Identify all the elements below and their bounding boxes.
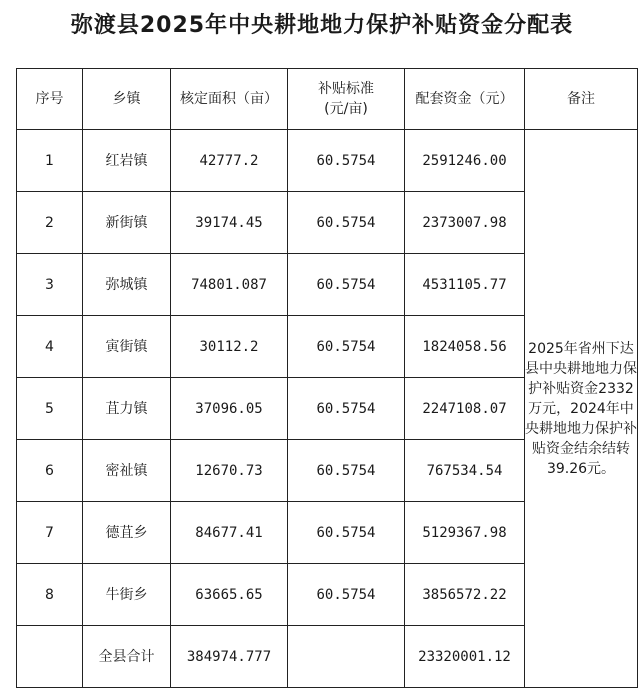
cell-area: 12670.73 <box>171 440 288 502</box>
header-rate <box>288 69 405 130</box>
cell-seq: 5 <box>17 378 83 440</box>
header-rate-line2: (元/亩) <box>324 101 368 117</box>
table-header-row <box>17 69 638 130</box>
header-area: 核定面积（亩） <box>171 69 288 130</box>
cell-rate: 60.5754 <box>288 192 405 254</box>
cell-area: 63665.65 <box>171 564 288 626</box>
header-town: 乡镇 <box>83 69 171 130</box>
header-fund: 配套资金（元） <box>405 69 525 130</box>
total-label: 全县合计 <box>83 626 171 688</box>
cell-town: 密祉镇 <box>83 440 171 502</box>
cell-town: 红岩镇 <box>83 130 171 192</box>
cell-town: 寅街镇 <box>83 316 171 378</box>
cell-rate: 60.5754 <box>288 564 405 626</box>
cell-area: 37096.05 <box>171 378 288 440</box>
cell-rate: 60.5754 <box>288 130 405 192</box>
cell-seq: 8 <box>17 564 83 626</box>
table-row <box>17 130 638 192</box>
cell-fund: 2591246.00 <box>405 130 525 192</box>
cell-fund: 4531105.77 <box>405 254 525 316</box>
cell-fund: 767534.54 <box>405 440 525 502</box>
cell-seq-empty <box>17 626 83 688</box>
cell-area: 30112.2 <box>171 316 288 378</box>
cell-fund: 2247108.07 <box>405 378 525 440</box>
cell-area: 74801.087 <box>171 254 288 316</box>
cell-town: 德苴乡 <box>83 502 171 564</box>
cell-seq: 4 <box>17 316 83 378</box>
cell-area: 84677.41 <box>171 502 288 564</box>
cell-fund: 3856572.22 <box>405 564 525 626</box>
cell-area: 42777.2 <box>171 130 288 192</box>
allocation-table <box>16 68 638 688</box>
page-title: 弥渡县2025年中央耕地地力保护补贴资金分配表 <box>70 13 574 38</box>
total-area: 384974.777 <box>171 626 288 688</box>
cell-rate: 60.5754 <box>288 440 405 502</box>
cell-seq: 1 <box>17 130 83 192</box>
cell-town: 新街镇 <box>83 192 171 254</box>
total-rate-empty <box>288 626 405 688</box>
cell-seq: 7 <box>17 502 83 564</box>
cell-town: 弥城镇 <box>83 254 171 316</box>
cell-town: 牛街乡 <box>83 564 171 626</box>
cell-fund: 5129367.98 <box>405 502 525 564</box>
cell-fund: 2373007.98 <box>405 192 525 254</box>
cell-town: 苴力镇 <box>83 378 171 440</box>
cell-seq: 2 <box>17 192 83 254</box>
cell-rate: 60.5754 <box>288 502 405 564</box>
total-fund: 23320001.12 <box>405 626 525 688</box>
cell-fund: 1824058.56 <box>405 316 525 378</box>
cell-rate: 60.5754 <box>288 378 405 440</box>
header-note: 备注 <box>525 69 638 130</box>
remark-cell: 2025年省州下达县中央耕地地力保护补贴资金2332万元，2024年中央耕地地力保护补贴资金结余结转39.26元。 <box>525 130 638 688</box>
cell-seq: 6 <box>17 440 83 502</box>
header-rate-line1: 补贴标准 <box>318 81 374 97</box>
header-seq: 序号 <box>17 69 83 130</box>
cell-rate: 60.5754 <box>288 254 405 316</box>
cell-area: 39174.45 <box>171 192 288 254</box>
cell-rate: 60.5754 <box>288 316 405 378</box>
cell-seq: 3 <box>17 254 83 316</box>
